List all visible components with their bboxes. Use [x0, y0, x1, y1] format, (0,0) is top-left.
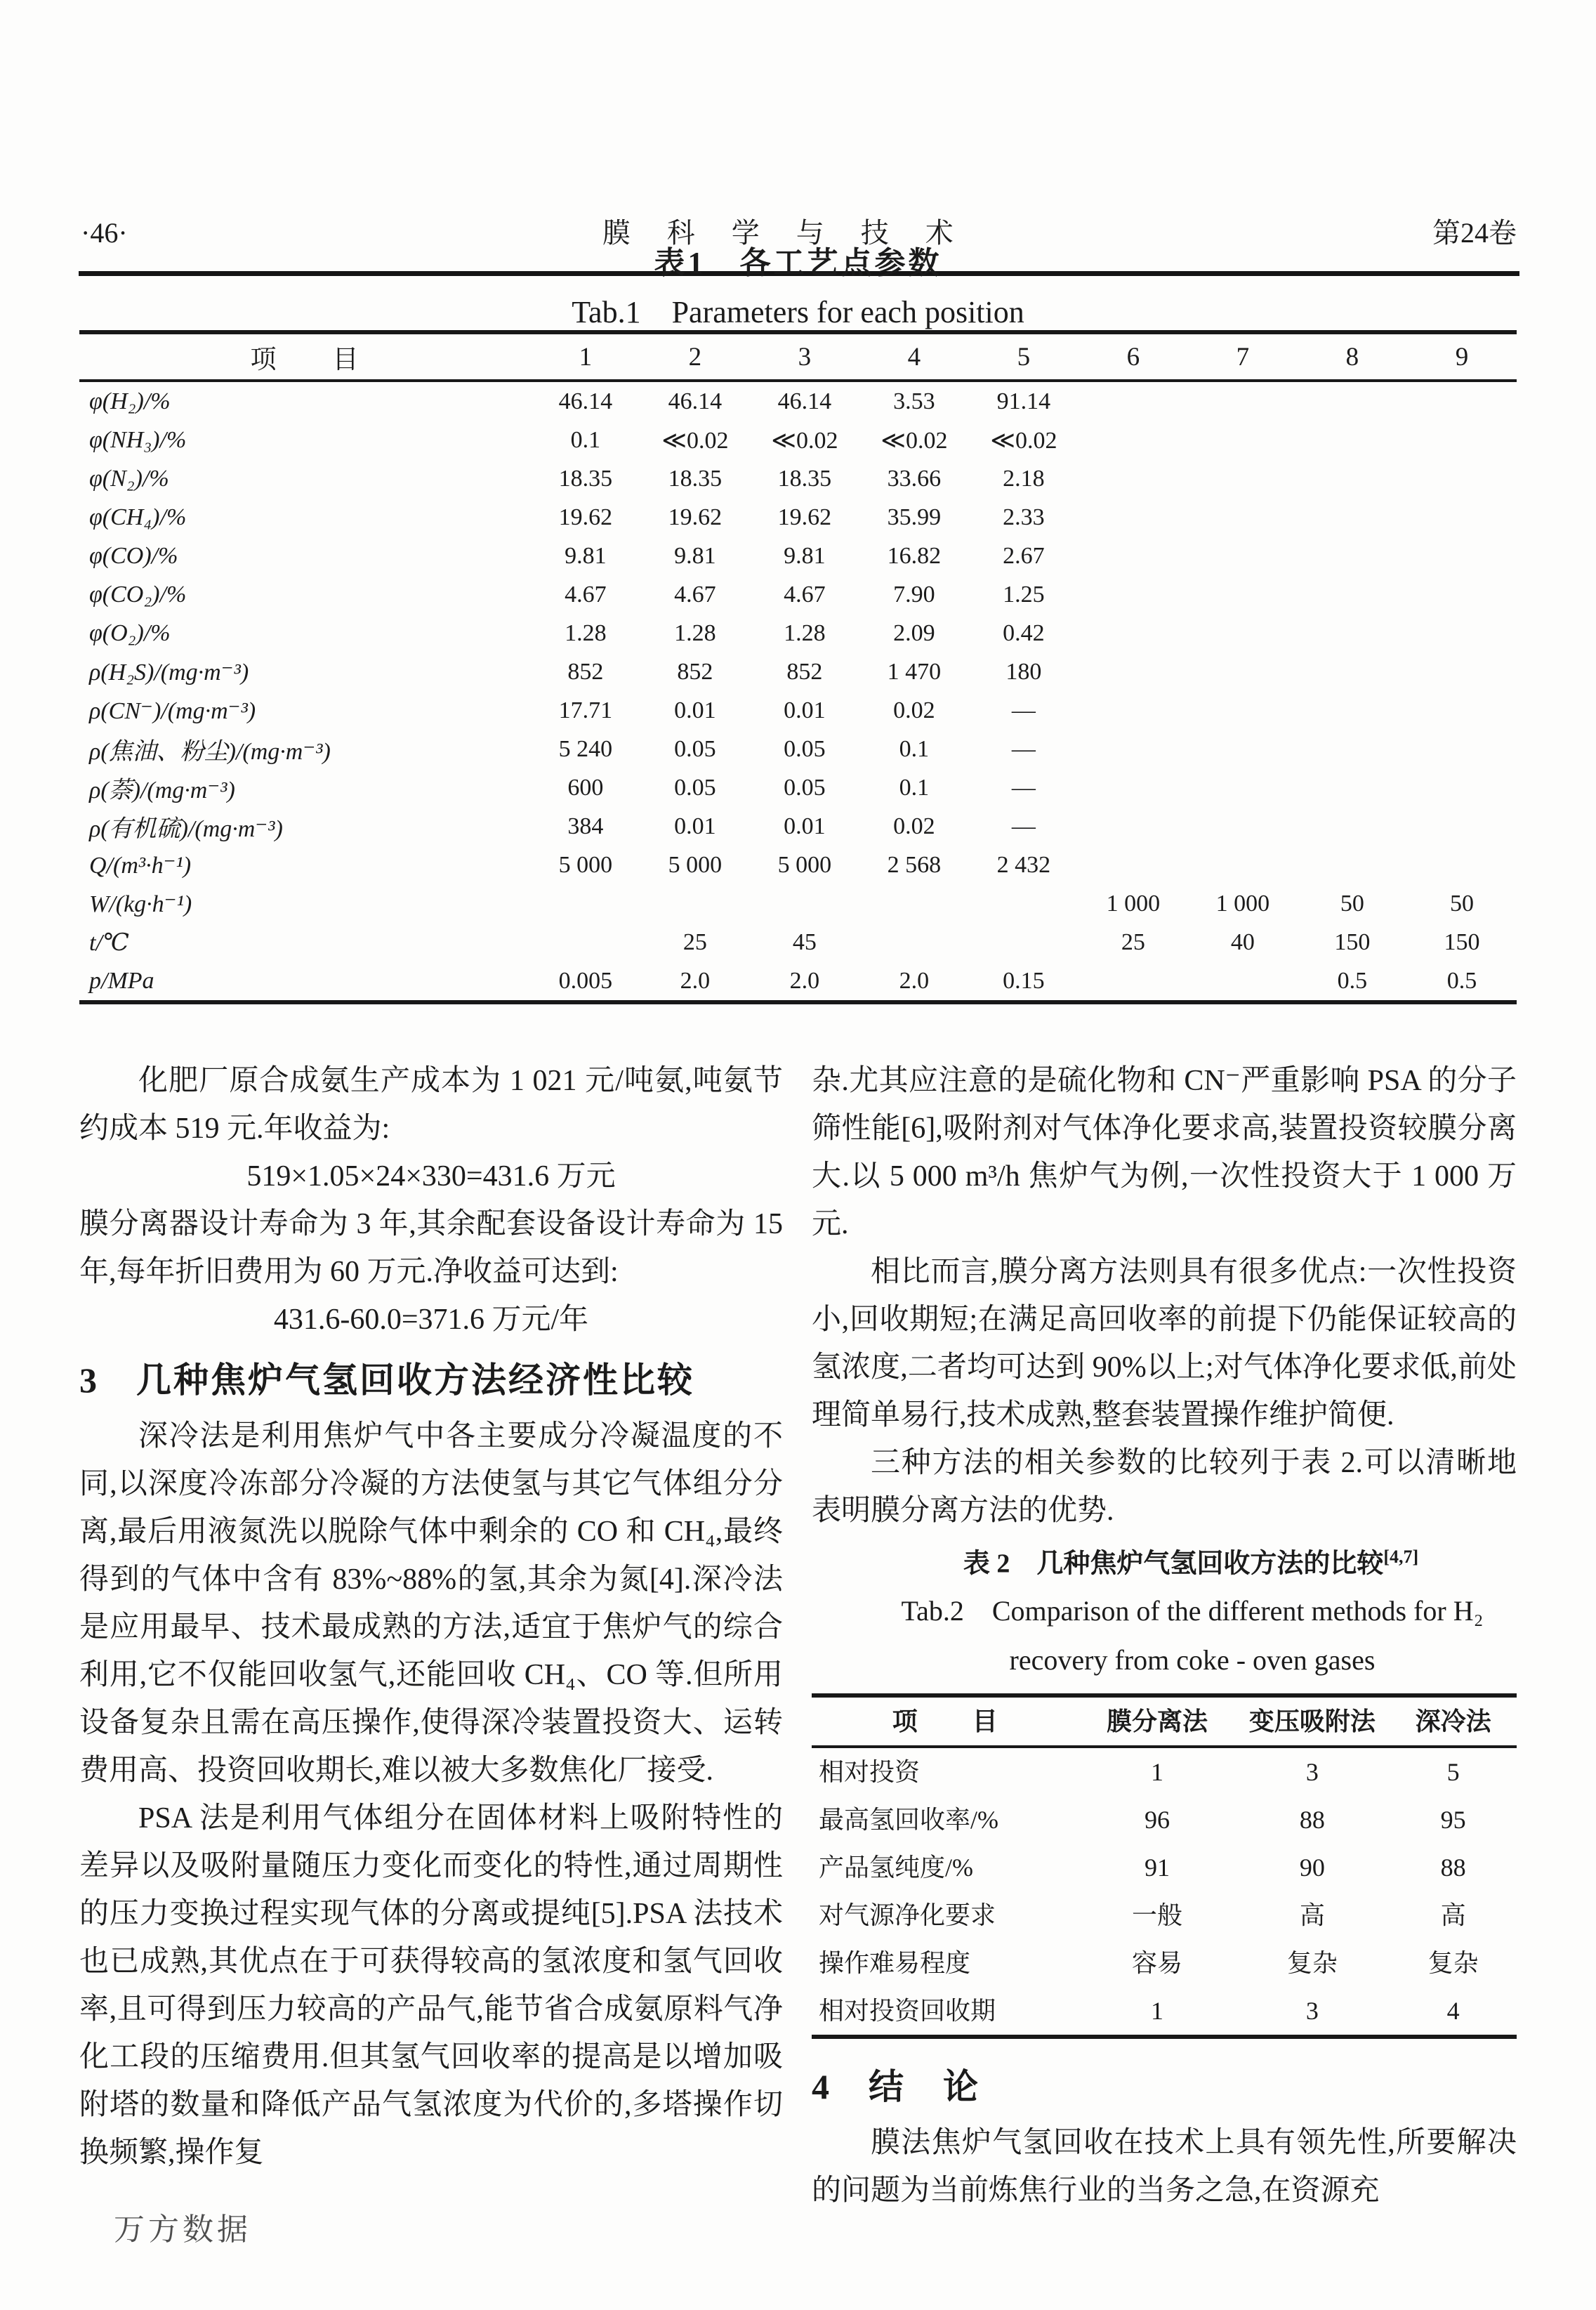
volume-label: 第24卷: [1432, 217, 1517, 249]
paragraph-psa-continued: 杂.尤其应注意的是硫化物和 CN⁻严重影响 PSA 的分子筛性能[6],吸附剂对气体净化要求高,装置投资较膜分离大.以 5 000 m³/h 焦炉气为例,一次性投资大于 1 000 万元.: [812, 1065, 1517, 1240]
t1-cell: 150: [1334, 928, 1371, 955]
table1-col-2: 2: [640, 332, 750, 381]
table-row: [79, 614, 1517, 652]
t1-row-label: ρ(有机硫)/(mg·m⁻³): [89, 816, 283, 842]
t1-cell: [1188, 421, 1298, 459]
t2-row-label: 操作难易程度: [819, 1948, 971, 1977]
t1-row-label: t/℃: [89, 929, 129, 956]
table-row: [79, 923, 1517, 962]
t1-cell: 91.14: [996, 388, 1051, 414]
table-row: [79, 537, 1517, 575]
t1-cell: 2.0: [680, 967, 711, 994]
formula-net-income: 431.6-60.0=371.6 万元/年: [273, 1304, 589, 1336]
t1-cell: 2.09: [893, 619, 935, 646]
t1-cell: 2.67: [1003, 542, 1045, 569]
t1-cell: [1079, 459, 1188, 498]
t1-cell: [1079, 691, 1188, 730]
t1-cell: [969, 884, 1079, 923]
t1-cell: [1298, 575, 1407, 614]
table-row: [79, 459, 1517, 498]
t1-cell: 9.81: [565, 542, 607, 569]
t2-row-label: 相对投资: [819, 1757, 921, 1786]
t1-cell: [1407, 421, 1517, 459]
t2-cell: 96: [1144, 1805, 1170, 1834]
t1-row-label: φ(N₂)/%: [89, 465, 169, 492]
left-column: [79, 1057, 783, 2177]
t1-cell: 0.01: [784, 813, 826, 839]
t1-cell: [1079, 381, 1188, 421]
t1-cell: 0.01: [674, 813, 716, 839]
t1-cell: 4.67: [565, 581, 607, 608]
page-number: ·46·: [81, 217, 128, 249]
table1-item-header: 项 目: [79, 332, 531, 381]
t1-cell: [1298, 614, 1407, 652]
t1-cell: —: [1011, 697, 1036, 723]
t1-cell: 0.05: [674, 735, 716, 762]
t1-cell: 40: [1230, 928, 1255, 955]
t1-cell: 1 000: [1106, 890, 1161, 917]
t1-cell: 7.90: [893, 581, 935, 608]
t1-row-label: φ(NH₃)/%: [89, 426, 187, 453]
table-row: [79, 768, 1517, 807]
t1-cell: 0.1: [899, 774, 930, 801]
t1-cell: [1188, 614, 1298, 652]
t1-cell: [1407, 614, 1517, 652]
t1-cell: [1407, 807, 1517, 846]
paragraph-conclusion: 膜法焦炉气氢回收在技术上具有领先性,所要解决的问题为当前炼焦行业的当务之急,在资源充: [812, 2126, 1517, 2207]
t2-cell: 复杂: [1286, 1948, 1338, 1977]
t1-cell: [1188, 381, 1298, 421]
t2-cell: 88: [1440, 1853, 1466, 1882]
table1-col-6: 6: [1079, 332, 1188, 381]
t1-row-label: ρ(CN⁻)/(mg·m⁻³): [89, 697, 256, 724]
t1-cell: 19.62: [558, 504, 613, 530]
t1-row-label: ρ(H₂S)/(mg·m⁻³): [89, 659, 249, 685]
t2-cell: 5: [1446, 1757, 1460, 1786]
t1-cell: [1188, 846, 1298, 884]
t1-cell: [1188, 498, 1298, 537]
t1-cell: [1188, 575, 1298, 614]
t1-cell: 2.18: [1003, 465, 1045, 492]
t2-cell: 高: [1440, 1901, 1466, 1929]
t1-cell: 0.01: [784, 697, 826, 723]
table1-header-row: [79, 332, 1517, 381]
t1-row-label: p/MPa: [89, 967, 154, 994]
t1-cell: 5 000: [777, 851, 832, 878]
t1-cell: 600: [567, 774, 604, 801]
t1-cell: [750, 884, 859, 923]
t1-cell: [1298, 459, 1407, 498]
table-row: [79, 846, 1517, 884]
t1-cell: 5 240: [558, 735, 613, 762]
table2-item-header: 项 目: [812, 1695, 1080, 1747]
t2-cell: 复杂: [1427, 1948, 1479, 1977]
table2-caption-ref: [4,7]: [1383, 1547, 1419, 1567]
t1-row-label: W/(kg·h⁻¹): [89, 891, 192, 917]
t1-cell: 1.28: [784, 619, 826, 646]
t1-cell: 852: [786, 658, 823, 685]
t2-row-label: 最高氢回收率/%: [819, 1805, 998, 1834]
table2-caption-text: 表 2 几种焦炉气氢回收方法的比较: [963, 1549, 1384, 1579]
t1-cell: [1298, 807, 1407, 846]
paragraph-lifetime: 膜分离器设计寿命为 3 年,其余配套设备设计寿命为 15 年,每年折旧费用为 60 万元.净收益可达到:: [79, 1208, 783, 1288]
table1-col-1: 1: [531, 332, 640, 381]
table-row: [79, 575, 1517, 614]
t1-cell: [1079, 652, 1188, 691]
t1-cell: [1407, 846, 1517, 884]
t1-cell: 0.15: [1003, 967, 1045, 994]
t1-cell: [969, 923, 1079, 962]
t1-cell: [1188, 652, 1298, 691]
t2-cell: 91: [1144, 1853, 1170, 1882]
t1-cell: ≪0.02: [990, 427, 1057, 454]
table1-col-3: 3: [750, 332, 859, 381]
t1-row-label: φ(CH₄)/%: [89, 504, 187, 530]
t1-cell: 50: [1449, 890, 1474, 917]
t1-cell: [1298, 381, 1407, 421]
t2-cell: 95: [1440, 1805, 1466, 1834]
t1-cell: 46.14: [777, 388, 832, 414]
t1-cell: 33.66: [887, 465, 942, 492]
t1-cell: 18.35: [558, 465, 613, 492]
table2-caption-en-line1: Tab.2 Comparison of the different methods for H₂: [901, 1594, 1484, 1627]
t2-cell: 90: [1299, 1853, 1325, 1882]
t1-cell: [1298, 768, 1407, 807]
t1-cell: 50: [1340, 890, 1364, 917]
t1-cell: [1079, 575, 1188, 614]
t1-cell: [1298, 691, 1407, 730]
t1-cell: 2.0: [899, 967, 930, 994]
t1-cell: [640, 884, 750, 923]
t1-cell: 46.14: [668, 388, 723, 414]
paragraph-psa: PSA 法是利用气体组分在固体材料上吸附特性的差异以及吸附量随压力变化而变化的特性,通过周期性的压力变换过程实现气体的分离或提纯[5].PSA 法技术也已成熟,其优点在于可获得较高的氢浓度和氢气回收率,且可得到压力较高的产品气,能节省合成氨原料气净化工段的压缩费用.但其氢气回收率的提高是以增加吸附塔的数量和降低产品气氢浓度为代价的,多塔操作切换频繁,操作复: [79, 1802, 783, 2169]
t1-cell: 2.0: [789, 967, 820, 994]
table-row: [79, 730, 1517, 768]
t1-cell: 46.14: [558, 388, 613, 414]
table-row: [79, 652, 1517, 691]
t1-cell: [1188, 768, 1298, 807]
t2-cell: 4: [1446, 1996, 1460, 2025]
table-row: [79, 807, 1517, 846]
t1-cell: [1407, 459, 1517, 498]
t1-cell: 5 000: [668, 851, 723, 878]
t1-cell: [1079, 846, 1188, 884]
t1-cell: [1079, 537, 1188, 575]
t1-cell: 19.62: [777, 504, 832, 530]
table2-col-cryogenic: 深冷法: [1390, 1695, 1517, 1747]
table2-header-row: [812, 1695, 1517, 1747]
t1-cell: ≪0.02: [881, 427, 948, 454]
t1-cell: 0.42: [1003, 619, 1045, 646]
table-row: [79, 962, 1517, 1002]
watermark-wanfang: 万方数据: [114, 2212, 251, 2247]
t2-cell: 容易: [1131, 1948, 1182, 1977]
t1-cell: [1079, 730, 1188, 768]
t1-cell: 1.28: [565, 619, 607, 646]
t2-cell: 一般: [1131, 1901, 1182, 1929]
t1-cell: [1188, 962, 1298, 1002]
paragraph-membrane-advantages: 相比而言,膜分离方法则具有很多优点:一次性投资小,回收期短;在满足高回收率的前提下仍能保证较高的氢浓度,二者均可达到 90%以上;对气体净化要求低,前处理简单易行,技术成熟,整套装置操作维护简便.: [812, 1256, 1517, 1431]
table-row: [79, 498, 1517, 537]
t1-cell: 19.62: [668, 504, 723, 530]
t1-cell: [1188, 807, 1298, 846]
table1-caption-en: Tab.1 Parameters for each position: [572, 295, 1024, 329]
t1-cell: 1.28: [674, 619, 716, 646]
t1-cell: —: [1011, 774, 1036, 801]
t1-cell: 0.5: [1337, 967, 1368, 994]
table-row: [812, 1844, 1517, 1891]
right-column: [812, 1057, 1517, 2214]
t1-cell: 0.5: [1446, 967, 1477, 994]
t1-cell: [1407, 537, 1517, 575]
t1-cell: [1298, 537, 1407, 575]
table-row: [812, 1747, 1517, 1796]
t2-row-label: 产品氢纯度/%: [819, 1853, 973, 1882]
table1-col-4: 4: [859, 332, 969, 381]
table-row: [79, 691, 1517, 730]
section-4-heading: 4 结 论: [812, 2066, 980, 2106]
t1-cell: 180: [1005, 658, 1042, 685]
paragraph-table2-intro: 三种方法的相关参数的比较列于表 2.可以清晰地表明膜分离方法的优势.: [812, 1447, 1517, 1527]
t1-cell: 2 568: [887, 851, 942, 878]
t1-cell: 0.1: [570, 426, 601, 453]
table1-col-7: 7: [1188, 332, 1298, 381]
t1-cell: 17.71: [558, 697, 613, 723]
t1-cell: [1188, 537, 1298, 575]
t1-cell: 35.99: [887, 504, 942, 530]
t1-row-label: Q/(m³·h⁻¹): [89, 852, 192, 879]
table1-col-5: 5: [969, 332, 1079, 381]
table-row: [812, 1987, 1517, 2037]
table2-comparison: [812, 1693, 1517, 2039]
t2-cell: 高: [1299, 1901, 1325, 1929]
t1-cell: —: [1011, 735, 1036, 762]
t2-cell: 1: [1150, 1996, 1163, 2025]
t2-cell: 1: [1150, 1757, 1163, 1786]
t1-cell: [1407, 730, 1517, 768]
t2-cell: 88: [1299, 1805, 1325, 1834]
t1-cell: 0.02: [893, 697, 935, 723]
table-row: [79, 381, 1517, 421]
t1-cell: [859, 884, 969, 923]
table1-col-8: 8: [1298, 332, 1407, 381]
t1-cell: 0.005: [558, 967, 613, 994]
table-row: [812, 1939, 1517, 1987]
t1-cell: 45: [792, 928, 817, 955]
t1-cell: 25: [682, 928, 707, 955]
t1-row-label: φ(H₂)/%: [89, 388, 171, 414]
t1-row-label: φ(CO₂)/%: [89, 581, 187, 608]
table1-col-9: 9: [1407, 332, 1517, 381]
table-row: [812, 1796, 1517, 1844]
t1-cell: 9.81: [784, 542, 826, 569]
t1-cell: [1407, 691, 1517, 730]
t2-cell: 3: [1305, 1757, 1319, 1786]
t1-cell: 0.05: [784, 735, 826, 762]
t1-cell: 4.67: [784, 581, 826, 608]
t1-cell: [1298, 421, 1407, 459]
t1-cell: 18.35: [668, 465, 723, 492]
table-row: [812, 1891, 1517, 1939]
t1-cell: ≪0.02: [771, 427, 838, 454]
t1-cell: [1079, 962, 1188, 1002]
t2-row-label: 对气源净化要求: [819, 1901, 996, 1929]
t1-cell: [1188, 730, 1298, 768]
table-row: [79, 884, 1517, 923]
formula-annual-income: 519×1.05×24×330=431.6 万元: [246, 1160, 616, 1193]
t1-cell: [1407, 575, 1517, 614]
t1-cell: [1407, 768, 1517, 807]
table2-col-membrane: 膜分离法: [1080, 1695, 1235, 1747]
t1-cell: 2 432: [996, 851, 1051, 878]
t1-cell: [1298, 498, 1407, 537]
t1-cell: [1298, 846, 1407, 884]
t1-cell: [531, 884, 640, 923]
t1-cell: 852: [677, 658, 713, 685]
journal-title: 膜 科 学 与 技 术: [602, 217, 958, 249]
t1-cell: [859, 923, 969, 962]
t1-cell: 2.33: [1003, 504, 1045, 530]
t1-cell: 4.67: [674, 581, 716, 608]
t1-cell: 1 000: [1215, 890, 1270, 917]
t1-cell: 18.35: [777, 465, 832, 492]
t1-cell: 25: [1121, 928, 1145, 955]
t1-cell: 1.25: [1003, 581, 1045, 608]
t1-cell: [1079, 807, 1188, 846]
t1-cell: 384: [567, 813, 604, 839]
t1-cell: 0.01: [674, 697, 716, 723]
t1-cell: 9.81: [674, 542, 716, 569]
t1-cell: 0.05: [784, 774, 826, 801]
t1-cell: —: [1011, 813, 1036, 839]
paragraph-cost: 化肥厂原合成氨生产成本为 1 021 元/吨氨,吨氨节约成本 519 元.年收益为:: [79, 1065, 783, 1145]
t1-cell: [1079, 768, 1188, 807]
table-row: [79, 421, 1517, 459]
t1-cell: [1079, 614, 1188, 652]
t1-cell: [1188, 691, 1298, 730]
t1-cell: 852: [567, 658, 604, 685]
t2-cell: 3: [1305, 1996, 1319, 2025]
paragraph-cryogenic: 深冷法是利用焦炉气中各主要成分冷凝温度的不同,以深度冷冻部分冷凝的方法使氢与其它气体组分分离,最后用液氮洗以脱除气体中剩余的 CO 和 CH₄,最终得到的气体中含有 83%~88%的氢,其余为氮[4].深冷法是应用最早、技术最成熟的方法,适宜于焦炉气的综合利用,它不仅能回收氢气,还能回收 CH₄、CO 等.但所用设备复杂且需在高压操作,使得深冷装置投资大、运转费用高、投资回收期长,难以被大多数焦化厂接受.: [79, 1420, 783, 1787]
t1-cell: ≪0.02: [661, 427, 729, 454]
t1-cell: 150: [1444, 928, 1480, 955]
t1-cell: 16.82: [887, 542, 942, 569]
t1-cell: [1079, 421, 1188, 459]
table1-caption-zh: 表1 各工艺点参数: [654, 246, 942, 280]
t1-cell: 0.1: [899, 735, 930, 762]
t1-cell: [1079, 498, 1188, 537]
t1-cell: [1407, 381, 1517, 421]
table1-parameters: [79, 330, 1517, 1004]
t1-cell: [1298, 730, 1407, 768]
t1-row-label: φ(CO)/%: [89, 542, 178, 569]
t1-row-label: ρ(萘)/(mg·m⁻³): [89, 777, 235, 803]
t1-cell: 5 000: [558, 851, 613, 878]
table2-col-psa: 变压吸附法: [1234, 1695, 1390, 1747]
t1-cell: [1188, 459, 1298, 498]
table2-caption-en-line2: recovery from coke - oven gases: [1009, 1643, 1376, 1676]
t1-cell: [1298, 652, 1407, 691]
t1-cell: 1 470: [887, 658, 942, 685]
section-3-heading: 3 几种焦炉气氢回收方法经济性比较: [79, 1360, 694, 1400]
t1-cell: [1407, 498, 1517, 537]
t1-cell: [531, 923, 640, 962]
t2-row-label: 相对投资回收期: [819, 1996, 996, 2025]
t1-row-label: ρ(焦油、粉尘)/(mg·m⁻³): [89, 739, 331, 765]
t1-cell: 0.05: [674, 774, 716, 801]
t1-cell: [1407, 652, 1517, 691]
t1-row-label: φ(O₂)/%: [89, 619, 171, 646]
table2-caption-zh: [812, 1535, 1517, 1587]
t1-cell: 0.02: [893, 813, 935, 839]
t1-cell: 3.53: [893, 388, 935, 414]
